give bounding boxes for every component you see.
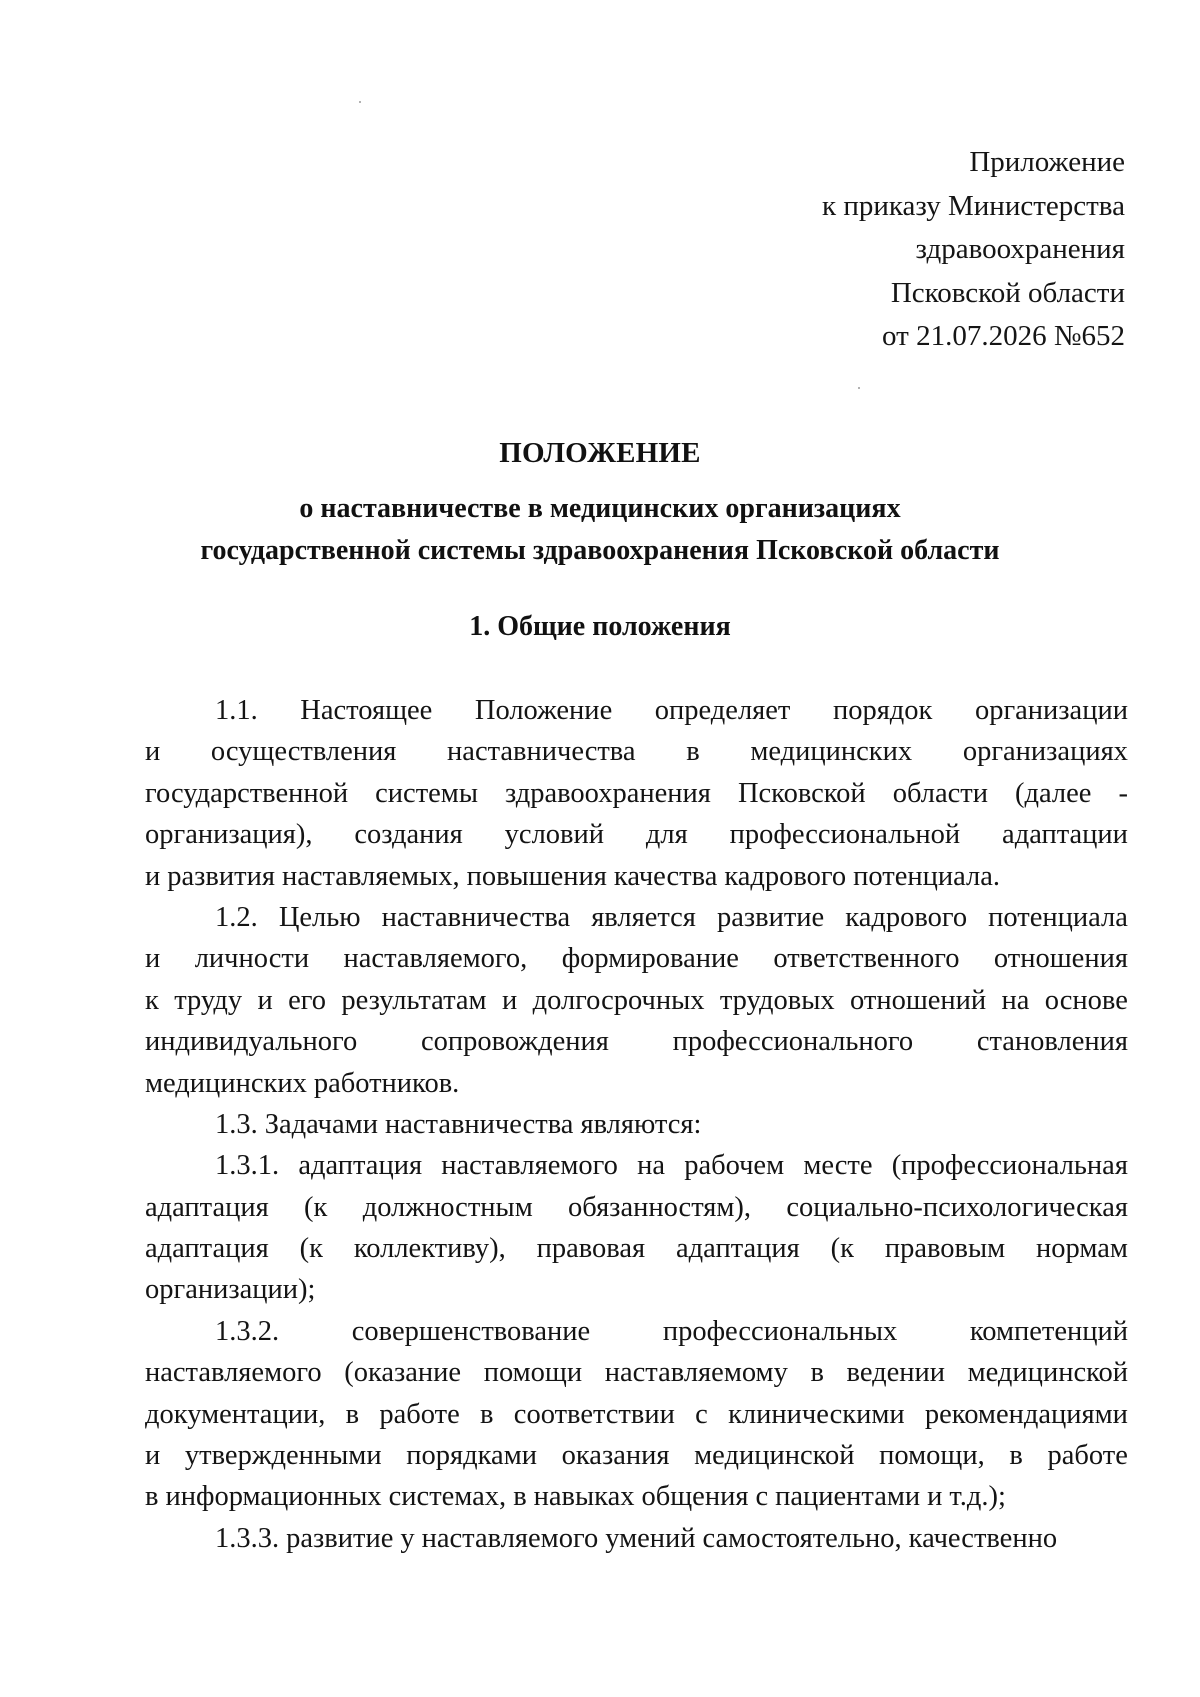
paragraph-p-1-2 bbox=[145, 897, 1128, 1104]
word: в bbox=[686, 736, 700, 768]
word: клиническими bbox=[728, 1398, 905, 1430]
paragraph-line bbox=[145, 1435, 1128, 1476]
word: медицинской bbox=[694, 1440, 855, 1472]
word: наставляемых, bbox=[281, 860, 460, 892]
word: коллективу), bbox=[353, 1233, 506, 1265]
word: (к bbox=[304, 1191, 328, 1223]
word: Целью bbox=[278, 901, 361, 933]
paragraph-line bbox=[145, 856, 1128, 897]
word: здравоохранения bbox=[505, 777, 711, 809]
paragraph-line bbox=[145, 980, 1128, 1021]
word: адаптация bbox=[298, 1150, 423, 1182]
word: Псковской bbox=[737, 777, 866, 809]
word: медицинских bbox=[750, 736, 913, 768]
paragraph-line bbox=[145, 1187, 1128, 1228]
word: является bbox=[591, 901, 696, 933]
word: области bbox=[892, 777, 988, 809]
word: помощи, bbox=[879, 1440, 985, 1472]
word: повышения bbox=[466, 860, 607, 892]
word: самостоятельно, bbox=[702, 1522, 902, 1554]
document-body bbox=[145, 690, 1128, 1559]
word: совершенствование bbox=[351, 1315, 591, 1347]
word: адаптации bbox=[1002, 819, 1128, 851]
paragraph-line bbox=[145, 773, 1128, 814]
paragraph-line bbox=[145, 1352, 1128, 1393]
word: рабочем bbox=[684, 1150, 785, 1182]
word: должностным bbox=[362, 1191, 533, 1223]
appendix-line: здравоохранения bbox=[915, 233, 1125, 265]
appendix-line: Псковской области bbox=[890, 276, 1125, 309]
word: наставничества bbox=[384, 1108, 574, 1140]
word: в bbox=[345, 1398, 360, 1430]
word: социально-психологическая bbox=[786, 1191, 1128, 1223]
word: долгосрочных bbox=[532, 984, 705, 1016]
word: сопровождения bbox=[420, 1026, 609, 1058]
word: ответственного bbox=[773, 943, 960, 975]
paragraph-p-1-3 bbox=[145, 1104, 1128, 1145]
word: качественно bbox=[908, 1522, 1058, 1554]
word: медицинской bbox=[967, 1357, 1128, 1389]
word: на bbox=[1001, 984, 1030, 1016]
subtitle-line: государственной системы здравоохранения Псковской области bbox=[200, 534, 1000, 566]
word: профессиональной bbox=[729, 819, 961, 851]
word: в bbox=[480, 1398, 494, 1430]
word: и bbox=[257, 984, 273, 1016]
word: развития bbox=[167, 860, 275, 892]
word: 1.3. bbox=[215, 1108, 258, 1140]
word: (к bbox=[299, 1233, 323, 1265]
word: индивидуального bbox=[145, 1026, 358, 1058]
word: 1.3.3. bbox=[215, 1522, 280, 1554]
word: Задачами bbox=[264, 1108, 378, 1140]
appendix-line: к приказу Министерства bbox=[822, 189, 1125, 222]
word: и bbox=[501, 984, 518, 1016]
word: наставляемого bbox=[421, 1522, 599, 1554]
word: на bbox=[637, 1150, 665, 1182]
word: порядками bbox=[406, 1440, 537, 1472]
word: пациентами bbox=[775, 1481, 921, 1513]
paragraph-line bbox=[145, 1518, 1128, 1559]
word: документации, bbox=[145, 1398, 326, 1430]
word: и bbox=[145, 860, 161, 892]
document-subtitle bbox=[100, 488, 1100, 571]
word: в bbox=[145, 1481, 159, 1513]
word: наставляемого, bbox=[343, 943, 528, 975]
word: отношения bbox=[993, 943, 1128, 975]
word: адаптация bbox=[145, 1233, 269, 1265]
word: (далее bbox=[1015, 777, 1092, 809]
word: помощи bbox=[483, 1357, 583, 1389]
paragraph-p-1-3-1 bbox=[145, 1145, 1128, 1311]
word: наставляемого bbox=[145, 1357, 322, 1389]
word: системах, bbox=[388, 1481, 507, 1513]
word: являются: bbox=[580, 1108, 702, 1140]
paragraph-line bbox=[145, 1228, 1128, 1269]
paragraph-line bbox=[145, 1311, 1128, 1352]
word: качества bbox=[613, 860, 718, 892]
word: месте bbox=[803, 1150, 873, 1182]
scan-speck bbox=[359, 101, 361, 103]
word: - bbox=[1118, 777, 1128, 809]
word: с bbox=[695, 1398, 708, 1430]
word: 1.2. bbox=[215, 901, 258, 933]
word: 1.1. bbox=[215, 695, 258, 726]
word: у bbox=[400, 1522, 415, 1554]
word: работе bbox=[1047, 1440, 1128, 1472]
paragraph-line bbox=[145, 1021, 1128, 1062]
appendix-line: от 21.07.2026 №652 bbox=[882, 320, 1125, 352]
paragraph-line bbox=[145, 1063, 1128, 1104]
word: потенциала. bbox=[853, 860, 1001, 892]
word: труду bbox=[174, 984, 243, 1016]
section-heading: 1. Общие положения bbox=[469, 611, 731, 642]
word: в bbox=[1009, 1440, 1023, 1472]
word: рекомендациями bbox=[924, 1398, 1128, 1430]
word: организации); bbox=[145, 1274, 316, 1306]
word: к bbox=[145, 984, 159, 1016]
word: (профессиональная bbox=[891, 1150, 1128, 1182]
word: адаптация bbox=[145, 1191, 269, 1223]
word: кадрового bbox=[724, 860, 847, 892]
word: для bbox=[645, 819, 688, 851]
paragraph-p-1-3-2 bbox=[145, 1311, 1128, 1518]
word: оказания bbox=[561, 1440, 670, 1472]
word: и bbox=[927, 1481, 943, 1513]
word: в bbox=[513, 1481, 527, 1513]
word: и bbox=[145, 943, 161, 975]
word: 1.3.1. bbox=[215, 1150, 280, 1182]
word: Настоящее bbox=[300, 695, 433, 726]
paragraph-line bbox=[145, 814, 1128, 855]
appendix-line: Приложение bbox=[969, 146, 1125, 178]
word: 1.3.2. bbox=[215, 1315, 280, 1347]
paragraph-line bbox=[145, 1269, 1128, 1310]
subtitle-line: о наставничестве в медицинских организациях bbox=[299, 493, 901, 524]
paragraph-line bbox=[145, 1145, 1128, 1186]
word: правовым bbox=[884, 1233, 1006, 1265]
word: медицинских bbox=[145, 1067, 307, 1099]
word: (к bbox=[830, 1233, 854, 1265]
word: общения bbox=[641, 1481, 749, 1513]
word: работников. bbox=[313, 1067, 460, 1099]
word: утвержденными bbox=[184, 1440, 382, 1472]
scan-speck bbox=[858, 387, 860, 389]
word: т.д.); bbox=[949, 1481, 1006, 1513]
word: наставничества bbox=[447, 736, 636, 768]
word: развитие bbox=[286, 1522, 394, 1554]
word: осуществления bbox=[210, 736, 397, 768]
word: информационных bbox=[165, 1481, 382, 1513]
word: работе bbox=[379, 1398, 460, 1430]
word: развитие bbox=[716, 901, 825, 933]
word: умений bbox=[605, 1522, 696, 1554]
paragraph-line bbox=[145, 1476, 1128, 1517]
word: организация), bbox=[145, 819, 313, 851]
paragraph-p-1-1 bbox=[145, 690, 1128, 897]
word: нормам bbox=[1036, 1233, 1128, 1265]
word: навыках bbox=[533, 1481, 635, 1513]
word: правовая bbox=[536, 1233, 646, 1265]
paragraph-line bbox=[145, 731, 1128, 772]
word: формирование bbox=[561, 943, 739, 975]
word: организации bbox=[974, 695, 1128, 726]
word: и bbox=[145, 736, 161, 768]
word: и bbox=[145, 1440, 161, 1472]
word: основе bbox=[1044, 984, 1128, 1016]
word: обязанностям), bbox=[568, 1191, 752, 1223]
word: компетенций bbox=[969, 1315, 1128, 1347]
word: (оказание bbox=[344, 1357, 462, 1389]
word: кадрового bbox=[845, 901, 968, 933]
paragraph-line bbox=[145, 690, 1128, 731]
word: с bbox=[755, 1481, 769, 1513]
word: личности bbox=[194, 943, 310, 975]
word: создания bbox=[354, 819, 463, 851]
word: наставничества bbox=[381, 901, 571, 933]
word: отношений bbox=[849, 984, 987, 1016]
paragraph-line bbox=[145, 938, 1128, 979]
word: Положение bbox=[474, 695, 613, 726]
word: трудовых bbox=[719, 984, 835, 1016]
word: определяет bbox=[654, 695, 791, 726]
word: адаптация bbox=[676, 1233, 800, 1265]
paragraph-line bbox=[145, 897, 1128, 938]
word: профессионального bbox=[672, 1026, 914, 1058]
word: его bbox=[288, 984, 326, 1016]
word: организациях bbox=[962, 736, 1128, 768]
word: становления bbox=[976, 1026, 1128, 1058]
paragraph-line bbox=[145, 1104, 1128, 1145]
word: в bbox=[810, 1357, 824, 1389]
word: профессиональных bbox=[662, 1315, 898, 1347]
word: системы bbox=[375, 777, 478, 809]
word: наставляемого bbox=[441, 1150, 618, 1182]
document-title: ПОЛОЖЕНИЕ bbox=[499, 437, 701, 469]
appendix-block bbox=[625, 141, 1125, 359]
word: государственной bbox=[145, 777, 349, 809]
word: результатам bbox=[341, 984, 487, 1016]
word: ведении bbox=[846, 1357, 946, 1389]
paragraph-p-1-3-3 bbox=[145, 1518, 1128, 1559]
word: порядок bbox=[832, 695, 933, 726]
word: наставляемому bbox=[604, 1357, 788, 1389]
word: соответствии bbox=[513, 1398, 675, 1430]
word: потенциала bbox=[988, 901, 1128, 933]
word: условий bbox=[504, 819, 605, 851]
paragraph-line bbox=[145, 1394, 1128, 1435]
